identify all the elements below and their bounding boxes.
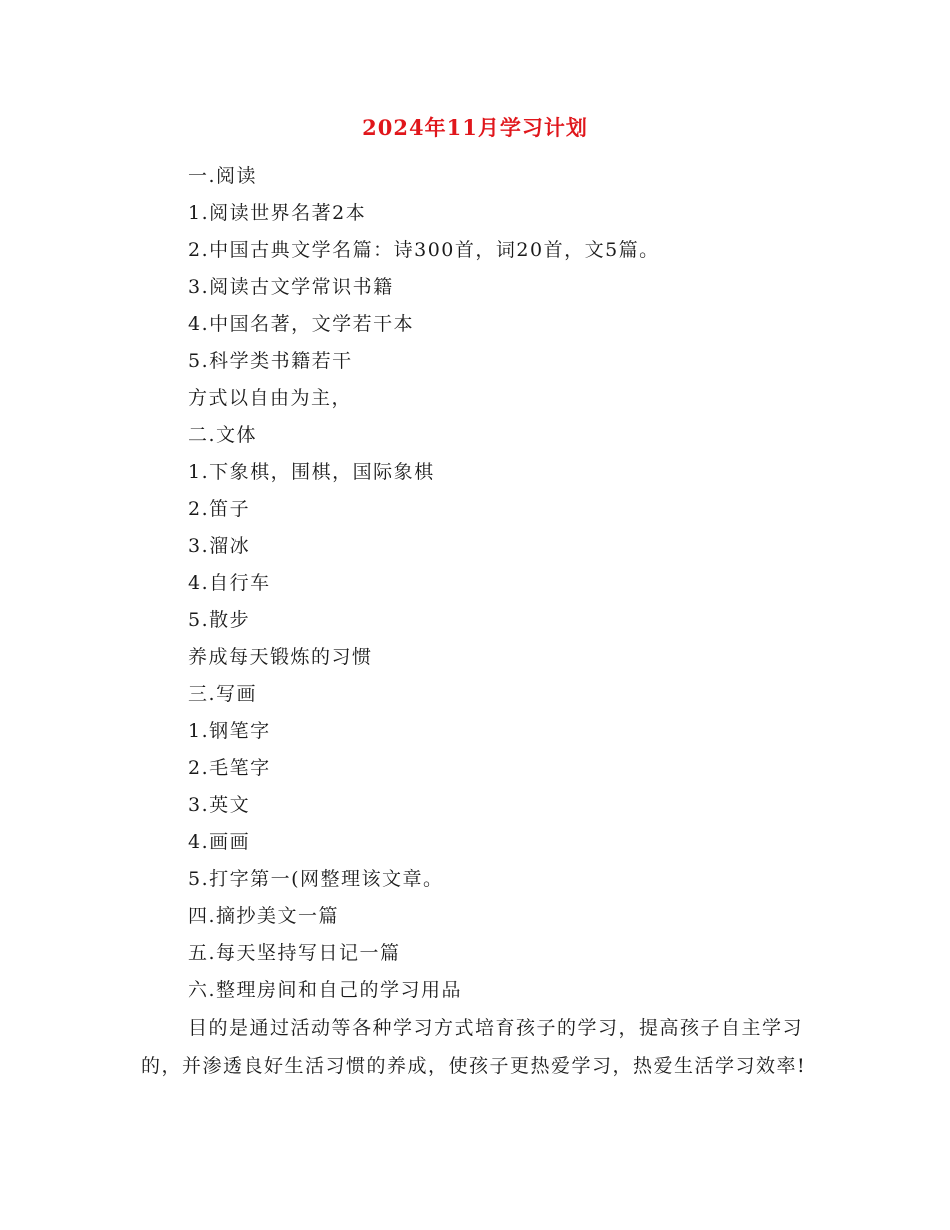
list-item: 4.中国名著，文学若干本 [188,313,415,335]
list-item: 5.散步 [188,609,251,631]
section-heading-excerpt: 四.摘抄美文一篇 [188,905,340,927]
list-item: 3.阅读古文学常识书籍 [188,276,394,298]
section-heading-tidy: 六.整理房间和自己的学习用品 [188,979,463,1001]
document-title: 2024年11月学习计划 [362,115,588,140]
list-item: 1.钢笔字 [188,720,271,742]
list-item: 3.英文 [188,794,251,816]
list-item: 5.科学类书籍若干 [188,350,353,372]
closing-paragraph: 目的是通过活动等各种学习方式培育孩子的学习，提高孩子自主学习的，并渗透良好生活习惯的养成，使孩子更热爱学习，热爱生活学习效率! [141,1017,807,1077]
section-heading-reading: 一.阅读 [188,165,258,187]
list-item: 5.打字第一(网整理该文章。 [188,868,444,890]
list-item: 2.笛子 [188,498,251,520]
list-item: 4.画画 [188,831,251,853]
list-item: 1.下象棋，围棋，国际象棋 [188,461,435,483]
list-item: 4.自行车 [188,572,271,594]
plan-list [188,158,828,1009]
section-heading-diary: 五.每天坚持写日记一篇 [188,942,401,964]
list-item: 2.中国古典文学名篇：诗300首，词20首，文5篇。 [188,239,660,261]
list-item: 1.阅读世界名著2本 [188,202,367,224]
note-line: 养成每天锻炼的习惯 [188,646,373,668]
section-heading-writing: 三.写画 [188,683,258,705]
list-item: 3.溜冰 [188,535,251,557]
section-heading-sports: 二.文体 [188,424,258,446]
note-line: 方式以自由为主， [188,387,353,409]
list-item: 2.毛笔字 [188,757,271,779]
